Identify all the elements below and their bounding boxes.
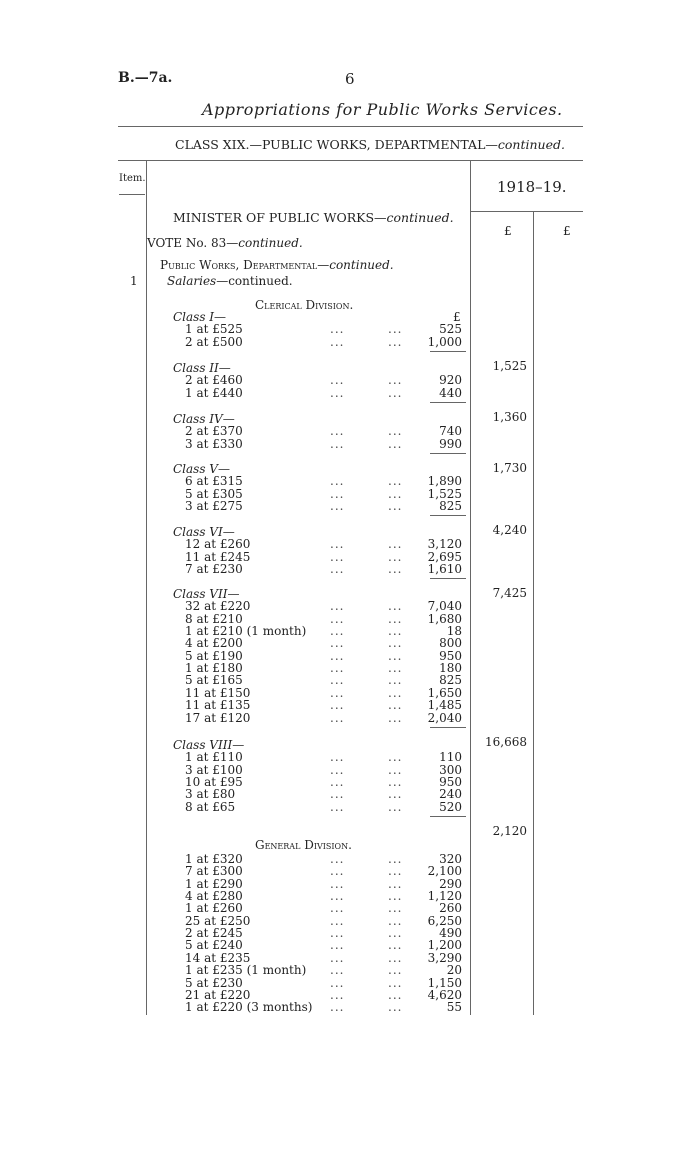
item-column-header: Item. [119,173,146,184]
leader-dots: ... [388,950,403,965]
salary-row-desc: 3 at £100 [185,762,243,777]
leader-dots: ... [388,436,403,451]
salary-row-amount: 300 [439,762,462,777]
salary-row-amount: 110 [439,750,462,765]
salary-row-amount: 1,890 [427,474,462,489]
class-total: 1,360 [492,409,527,424]
leader-dots: ... [330,876,345,891]
salary-row-desc: 5 at £240 [185,938,243,953]
salary-row-amount: 1,680 [427,611,462,626]
leader-dots: ... [388,901,403,916]
subtotal-rule [430,816,466,817]
salary-row-desc: 1 at £290 [185,876,243,891]
leader-dots: ... [330,901,345,916]
salary-row-desc: 17 at £120 [185,710,251,725]
leader-dots: ... [388,787,403,802]
salary-row-amount: 7,040 [427,599,462,614]
salary-row-desc: 11 at £245 [185,549,251,564]
salary-row-desc: 32 at £220 [185,599,251,614]
leader-dots: ... [330,486,345,501]
salary-row-amount: 3,290 [427,950,462,965]
leader-dots: ... [388,424,403,439]
salary-row-desc: 1 at £260 [185,901,243,916]
leader-dots: ... [330,889,345,904]
item-number: 1 [130,274,138,288]
leader-dots: ... [388,710,403,725]
department-text: Public Works, Departmental— [160,258,330,272]
leader-dots: ... [330,474,345,489]
leader-dots: ... [330,661,345,676]
leader-dots: ... [388,499,403,514]
leader-dots: ... [330,562,345,577]
currency-right: £ [563,224,571,238]
leader-dots: ... [388,876,403,891]
salary-row-amount: 525 [439,322,462,337]
leader-dots: ... [388,334,403,349]
subtotal-rule [430,351,466,352]
leader-dots: ... [388,926,403,941]
leader-dots: ... [330,385,345,400]
salary-row-desc: 25 at £250 [185,913,251,928]
salary-row-amount: 490 [439,926,462,941]
salary-row-amount: 1,485 [427,698,462,713]
leader-dots: ... [330,424,345,439]
salary-row-desc: 6 at £315 [185,474,243,489]
leader-dots: ... [388,385,403,400]
salary-row-desc: 7 at £230 [185,562,243,577]
leader-dots: ... [388,562,403,577]
salary-row-amount: 260 [439,901,462,916]
leader-dots: ... [330,549,345,564]
leader-dots: ... [388,322,403,337]
subtotal-rule [430,727,466,728]
salary-row-amount: 990 [439,436,462,451]
salary-row-amount: 55 [446,1000,462,1015]
salary-row-desc: 3 at £330 [185,436,243,451]
salary-row-desc: 21 at £220 [185,987,251,1002]
vote-suffix: continued. [238,236,303,250]
year-column-header: 1918–19. [497,178,567,196]
vote-heading [147,236,303,250]
year-header-rule [471,211,583,212]
salary-row-desc: 1 at £110 [185,750,243,765]
item-column-divider [146,160,147,1015]
minister-heading [173,210,454,225]
table-top-rule [118,160,583,161]
salary-row-amount: 20 [446,963,462,978]
salary-row-desc: 8 at £65 [185,799,236,814]
leader-dots: ... [330,648,345,663]
salary-row-desc: 11 at £135 [185,698,251,713]
leader-dots: ... [388,975,403,990]
class-total: 4,240 [492,523,527,538]
leader-dots: ... [388,599,403,614]
class-heading-suffix: continued. [497,137,565,152]
salary-row-amount: 1,120 [427,889,462,904]
salary-row-amount: 920 [439,373,462,388]
leader-dots: ... [330,710,345,725]
salary-row-amount: 240 [439,787,462,802]
leader-dots: ... [330,611,345,626]
salary-row-amount: 1,610 [427,562,462,577]
leader-dots: ... [330,799,345,814]
leader-dots: ... [330,938,345,953]
salary-row-desc: 5 at £305 [185,486,243,501]
leader-dots: ... [330,787,345,802]
leader-dots: ... [388,762,403,777]
leader-dots: ... [388,775,403,790]
leader-dots: ... [330,322,345,337]
leader-dots: ... [388,673,403,688]
class-label: Class V— [173,462,230,476]
minister-suffix: continued. [386,210,454,225]
leader-dots: ... [388,1000,403,1015]
salary-row-desc: 1 at £180 [185,661,243,676]
salary-row-desc: 2 at £500 [185,334,243,349]
leader-dots: ... [330,599,345,614]
salary-row-amount: 6,250 [427,913,462,928]
leader-dots: ... [330,852,345,866]
subtotal-rule [430,453,466,454]
salary-row-desc: 5 at £230 [185,975,243,990]
salary-row-amount: 180 [439,661,462,676]
leader-dots: ... [330,864,345,879]
leader-dots: ... [330,624,345,639]
class-label: Class I— [173,310,227,324]
salary-row-amount: 950 [439,775,462,790]
amount-column-divider [470,160,471,1015]
class-total: 7,425 [492,586,527,601]
salary-row-amount: 320 [439,852,462,866]
salary-row-amount: 2,100 [427,864,462,879]
salary-row-amount: 520 [439,799,462,814]
salary-row-desc: 10 at £95 [185,775,243,790]
leader-dots: ... [330,926,345,941]
leader-dots: ... [388,698,403,713]
leader-dots: ... [388,750,403,765]
salary-row-desc: 5 at £190 [185,648,243,663]
class-heading-text: CLASS XIX.—PUBLIC WORKS, DEPARTMENTAL— [175,137,498,152]
document-reference: B.—7a. [118,70,173,86]
leader-dots: ... [388,685,403,700]
leader-dots: ... [388,486,403,501]
leader-dots: ... [388,938,403,953]
leader-dots: ... [388,474,403,489]
leader-dots: ... [330,537,345,552]
department-heading [160,258,394,272]
leader-dots: ... [388,373,403,388]
clerical-division-heading: Clerical Division. [255,298,354,312]
salary-row-amount: 1,525 [427,486,462,501]
salary-row-desc: 2 at £460 [185,373,243,388]
salary-row-amount: 290 [439,876,462,891]
salary-row-amount: 2,695 [427,549,462,564]
salary-row-amount: 825 [439,499,462,514]
leader-dots: ... [330,913,345,928]
leader-dots: ... [330,673,345,688]
leader-dots: ... [388,889,403,904]
salary-row-desc: 2 at £370 [185,424,243,439]
leader-dots: ... [330,950,345,965]
department-suffix: continued. [329,258,394,272]
salary-row-amount: 1,150 [427,975,462,990]
salary-row-desc: 1 at £320 [185,852,243,866]
salary-row-amount: 1,650 [427,685,462,700]
leader-dots: ... [330,373,345,388]
salary-row-desc: 2 at £245 [185,926,243,941]
salary-row-desc: 1 at £220 (3 months) [185,1000,313,1015]
leader-dots: ... [388,987,403,1002]
leader-dots: ... [388,864,403,879]
leader-dots: ... [388,636,403,651]
class-total: 1,525 [492,358,527,373]
leader-dots: ... [330,775,345,790]
leader-dots: ... [388,549,403,564]
class-total: 1,730 [492,460,527,475]
salary-row-desc: 1 at £210 (1 month) [185,624,307,639]
page-number: 6 [345,70,355,88]
class-heading [175,137,565,152]
item-header-rule [119,194,145,195]
page-title: Appropriations for Public Works Services. [202,100,563,119]
leader-dots: ... [330,334,345,349]
salary-row-amount: 4,620 [427,987,462,1002]
salary-row-desc: 3 at £80 [185,787,236,802]
clerical-currency: £ [453,310,461,324]
currency-left: £ [504,224,512,238]
subtotal-rule [430,578,466,579]
class-total: 16,668 [485,734,527,749]
salaries-suffix: —continued. [216,274,293,288]
salaries-heading [167,274,293,288]
salary-row-amount: 2,040 [427,710,462,725]
minister-text: MINISTER OF PUBLIC WORKS— [173,210,387,225]
salary-row-desc: 5 at £165 [185,673,243,688]
leader-dots: ... [388,799,403,814]
leader-dots: ... [388,537,403,552]
leader-dots: ... [330,698,345,713]
salary-row-desc: 4 at £280 [185,889,243,904]
leader-dots: ... [330,436,345,451]
leader-dots: ... [388,661,403,676]
leader-dots: ... [388,852,403,866]
salary-row-amount: 740 [439,424,462,439]
leader-dots: ... [330,975,345,990]
class-label: Class VI— [173,525,235,539]
leader-dots: ... [388,963,403,978]
salary-row-desc: 4 at £200 [185,636,243,651]
salary-row-desc: 1 at £440 [185,385,243,400]
leader-dots: ... [388,913,403,928]
salary-row-amount: 1,000 [427,334,462,349]
vote-text: VOTE No. 83— [147,236,239,250]
salary-row-amount: 800 [439,636,462,651]
header-rule [118,126,583,127]
class-label: Class IV— [173,412,235,426]
leader-dots: ... [330,963,345,978]
leader-dots: ... [330,685,345,700]
leader-dots: ... [330,750,345,765]
leader-dots: ... [330,987,345,1002]
leader-dots: ... [388,624,403,639]
class-label: Class II— [173,361,231,375]
salary-row-desc: 8 at £210 [185,611,243,626]
subtotal-rule [430,402,466,403]
salary-row-desc: 11 at £150 [185,685,251,700]
salary-row-desc: 12 at £260 [185,537,251,552]
salaries-text: Salaries [167,274,217,288]
general-division-heading: General Division. [255,838,352,852]
salary-row-desc: 14 at £235 [185,950,251,965]
class-label: Class VII— [173,587,240,601]
salary-row-desc: 3 at £275 [185,499,243,514]
salary-row-amount: 825 [439,673,462,688]
class-total: 2,120 [492,823,527,838]
salary-row-amount: 1,200 [427,938,462,953]
class-label: Class VIII— [173,738,245,752]
leader-dots: ... [330,636,345,651]
leader-dots: ... [388,648,403,663]
leader-dots: ... [330,762,345,777]
salary-row-amount: 18 [446,624,462,639]
salary-row-desc: 1 at £235 (1 month) [185,963,307,978]
salary-row-desc: 1 at £525 [185,322,243,337]
salary-row-amount: 3,120 [427,537,462,552]
salary-row-amount: 950 [439,648,462,663]
subtotal-rule [430,515,466,516]
total-column-divider [533,212,534,1015]
leader-dots: ... [330,1000,345,1015]
salary-row-amount: 440 [439,385,462,400]
leader-dots: ... [330,499,345,514]
leader-dots: ... [388,611,403,626]
salary-row-desc: 7 at £300 [185,864,243,879]
